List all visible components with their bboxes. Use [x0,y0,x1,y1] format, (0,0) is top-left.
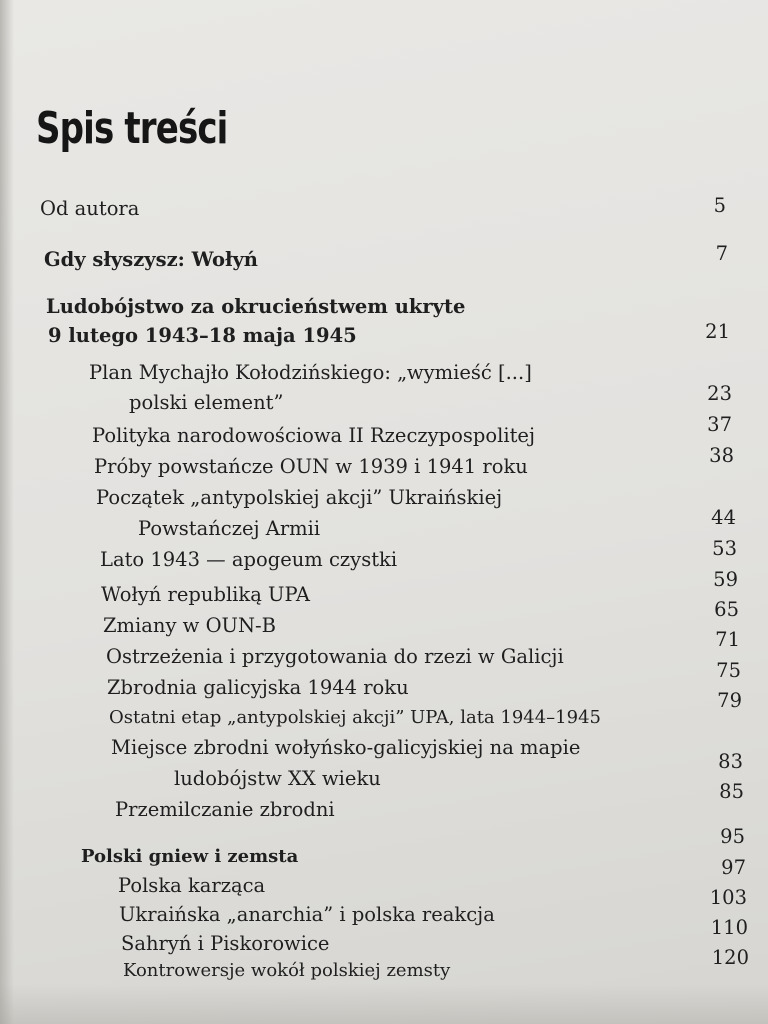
toc-entry: ludobójstw XX wieku [174,767,381,790]
toc-section-heading: 9 lutego 1943–18 maja 1945 [48,324,357,347]
toc-page-number: 103 [709,886,747,909]
toc-page-number: 44 [711,506,736,529]
toc-page-number: 59 [713,568,738,591]
toc-entry: Polityka narodowościowa II Rzeczypospolitej [92,424,536,447]
toc-page-number: 85 [719,780,744,803]
toc-page-number: 71 [715,628,740,651]
toc-entry: Od autora [40,197,140,220]
toc-entry: Polska karząca [118,874,266,897]
toc-page-number: 79 [717,689,742,712]
toc-page-number: 23 [707,382,732,405]
toc-entry: Wołyń republiką UPA [101,583,310,606]
toc-page-number: 95 [720,825,745,848]
page-edge-shadow [0,0,14,1024]
page-title: Spis treści [36,103,228,154]
toc-entry: Sahryń i Piskorowice [121,932,330,955]
toc-entry: Plan Mychajło Kołodzińskiego: „wymieść [...] [89,361,532,384]
toc-page-number: 5 [713,194,726,217]
toc-entry: Ostatni etap „antypolskiej akcji” UPA, lata 1944–1945 [109,707,601,728]
toc-section-heading: Ludobójstwo za okrucieństwem ukryte [46,295,466,318]
toc-entry: Kontrowersje wokół polskiej zemsty [123,960,451,981]
toc-entry: Miejsce zbrodni wołyńsko-galicyjskiej na mapie [111,736,581,759]
toc-entry: Przemilczanie zbrodni [115,798,335,821]
toc-section-heading: Polski gniew i zemsta [81,846,299,867]
toc-page-number: 83 [718,750,743,773]
toc-page-number: 38 [709,444,734,467]
toc-section-heading: Gdy słyszysz: Wołyń [44,248,258,271]
toc-page-number: 7 [715,242,728,265]
toc-page-number: 110 [710,916,748,939]
toc-page-number: 37 [707,413,732,436]
toc-entry: Zbrodnia galicyjska 1944 roku [107,676,409,699]
toc-entry: Lato 1943 — apogeum czystki [100,548,398,571]
toc-page-number: 65 [714,598,739,621]
toc-entry: Powstańczej Armii [138,517,321,540]
toc-entry: polski element” [129,391,284,414]
toc-entry: Ostrzeżenia i przygotowania do rzezi w Galicji [106,645,564,668]
toc-entry: Ukraińska „anarchia” i polska reakcja [119,903,495,926]
toc-entry: Próby powstańcze OUN w 1939 i 1941 roku [94,455,528,478]
toc-entry: Zmiany w OUN-B [103,614,276,637]
toc-entry: Początek „antypolskiej akcji” Ukraińskiej [96,486,503,509]
toc-page-number: 21 [705,320,730,343]
toc-page-number: 97 [721,856,746,879]
toc-page-number: 53 [712,537,737,560]
toc-page-number: 75 [716,659,741,682]
page-bottom-shadow [0,984,768,1024]
toc-page-number: 120 [711,946,749,969]
